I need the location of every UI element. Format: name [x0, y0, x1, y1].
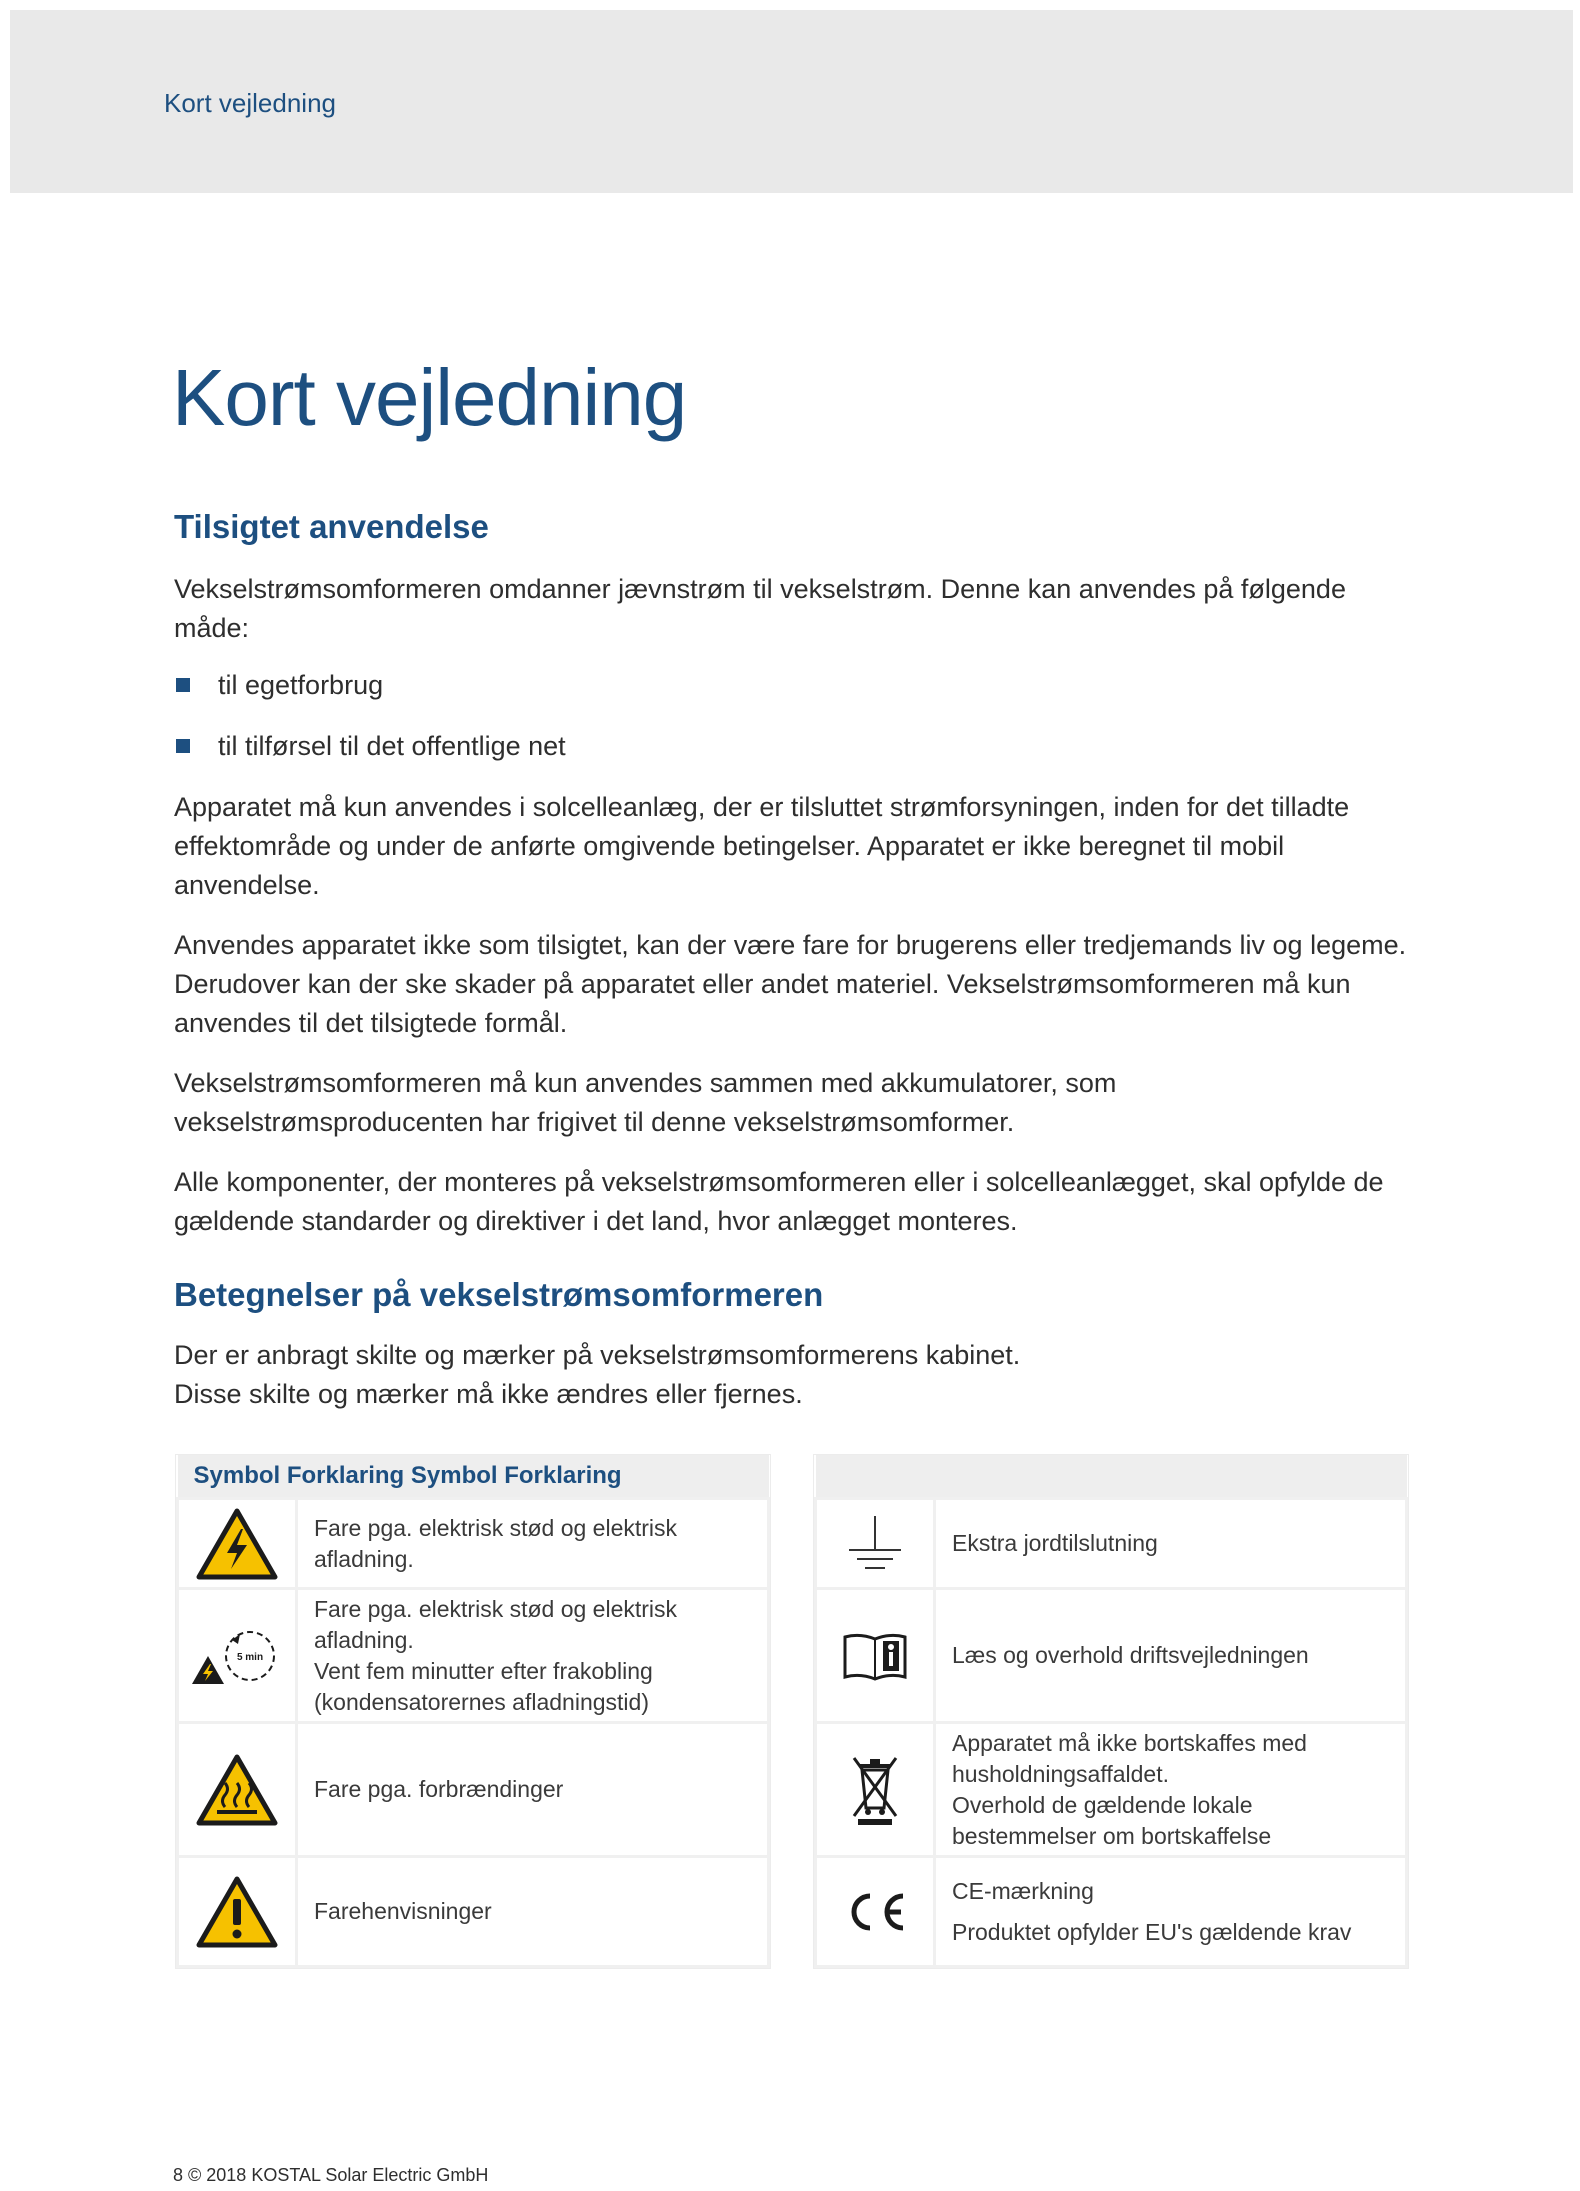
- discharge-time-warning-icon: [192, 1626, 282, 1686]
- table-row: [816, 1857, 1407, 1967]
- row-text: Overhold de gældende lokale bestemmelser om bortskaffelse: [952, 1791, 1272, 1849]
- running-header: Kort vejledning: [164, 88, 336, 118]
- table-row: [816, 1723, 1407, 1857]
- general-warning-icon: [195, 1875, 279, 1949]
- section-heading-designations: Betegnelser på vekselstrømsomformeren: [174, 1276, 824, 1313]
- row-text: Ekstra jordtilslutning: [935, 1499, 1407, 1589]
- section-intended-use: [174, 508, 1414, 546]
- table-header: [816, 1455, 1407, 1499]
- table-row: [178, 1589, 769, 1723]
- table-row: [178, 1723, 769, 1857]
- electric-shock-warning-icon: [195, 1507, 279, 1581]
- hot-surface-warning-icon: [195, 1753, 279, 1827]
- table-row: [816, 1499, 1407, 1589]
- body-paragraph: Vekselstrømsomformeren må kun anvendes sammen med akkumulatorer, som vekselstrømsproducenten har frigivet til denne vekselstrømsomformer.: [174, 1068, 1117, 1137]
- ce-mark-icon: [843, 1890, 907, 1934]
- body-paragraph: Anvendes apparatet ikke som tilsigtet, kan der være fare for brugerens eller tredjemands liv og legeme. Derudover kan der ske skader på apparatet eller andet materiel. Vekselstrømsomformeren må kun anvendes til det tilsigtede formål.: [174, 930, 1407, 1038]
- section-heading-intended-use: Tilsigtet anvendelse: [174, 508, 489, 545]
- row-text: Fare pga. forbrændinger: [297, 1723, 769, 1857]
- manual-info-icon: [842, 1631, 908, 1681]
- body-line: Der er anbragt skilte og mærker på vekselstrømsomformerens kabinet.: [174, 1340, 1021, 1370]
- section-designations: [174, 1276, 1414, 1314]
- table-header: Symbol Forklaring Symbol Forklaring: [178, 1455, 769, 1499]
- intended-use-body: [174, 570, 1414, 1241]
- timer-label: 5 min: [236, 1651, 264, 1663]
- body-paragraph: Alle komponenter, der monteres på vekselstrømsomformeren eller i solcelleanlægget, skal opfylde de gældende standarder og direktiver i det land, hvor anlægget monteres.: [174, 1167, 1384, 1236]
- row-text: Farehenvisninger: [297, 1857, 769, 1967]
- table-row: [178, 1499, 769, 1589]
- symbol-table-right: [814, 1455, 1408, 1968]
- body-line: Disse skilte og mærker må ikke ændres eller fjernes.: [174, 1379, 803, 1409]
- row-text: Læs og overhold driftsvejledningen: [935, 1589, 1407, 1723]
- row-text: Apparatet må ikke bortskaffes med husholdningsaffaldet.: [952, 1729, 1307, 1787]
- page-title: Kort vejledning: [172, 353, 687, 442]
- table-row: [178, 1857, 769, 1967]
- row-text: Fare pga. elektrisk stød og elektrisk afladning.: [297, 1499, 769, 1589]
- row-text: CE-mærkning: [952, 1877, 1094, 1904]
- weee-bin-icon: [850, 1754, 900, 1826]
- intro-paragraph: Vekselstrømsomformeren omdanner jævnstrøm til vekselstrøm. Denne kan anvendes på følgende måde:: [174, 574, 1346, 643]
- body-paragraph: Apparatet må kun anvendes i solcelleanlæg, der er tilsluttet strømforsyningen, inden for det tilladte effektområde og under de anførte omgivende betingelser. Apparatet er ikke beregnet til mobil anvendelse.: [174, 792, 1350, 900]
- ground-icon: [843, 1514, 907, 1574]
- symbol-table-left: [176, 1455, 770, 1968]
- row-text: Produktet opfylder EU's gældende krav: [952, 1918, 1352, 1945]
- designations-body: [174, 1336, 1414, 1414]
- table-row: [816, 1589, 1407, 1723]
- list-item: til egetforbrug: [174, 666, 1414, 705]
- row-text: Fare pga. elektrisk stød og elektrisk afladning.: [314, 1595, 678, 1653]
- page-footer: 8 © 2018 KOSTAL Solar Electric GmbH: [173, 2165, 489, 2185]
- list-item: til tilførsel til det offentlige net: [174, 727, 1414, 766]
- row-text: Vent fem minutter efter frakobling (kondensatorernes afladningstid): [314, 1657, 653, 1715]
- usage-list: [174, 666, 1414, 766]
